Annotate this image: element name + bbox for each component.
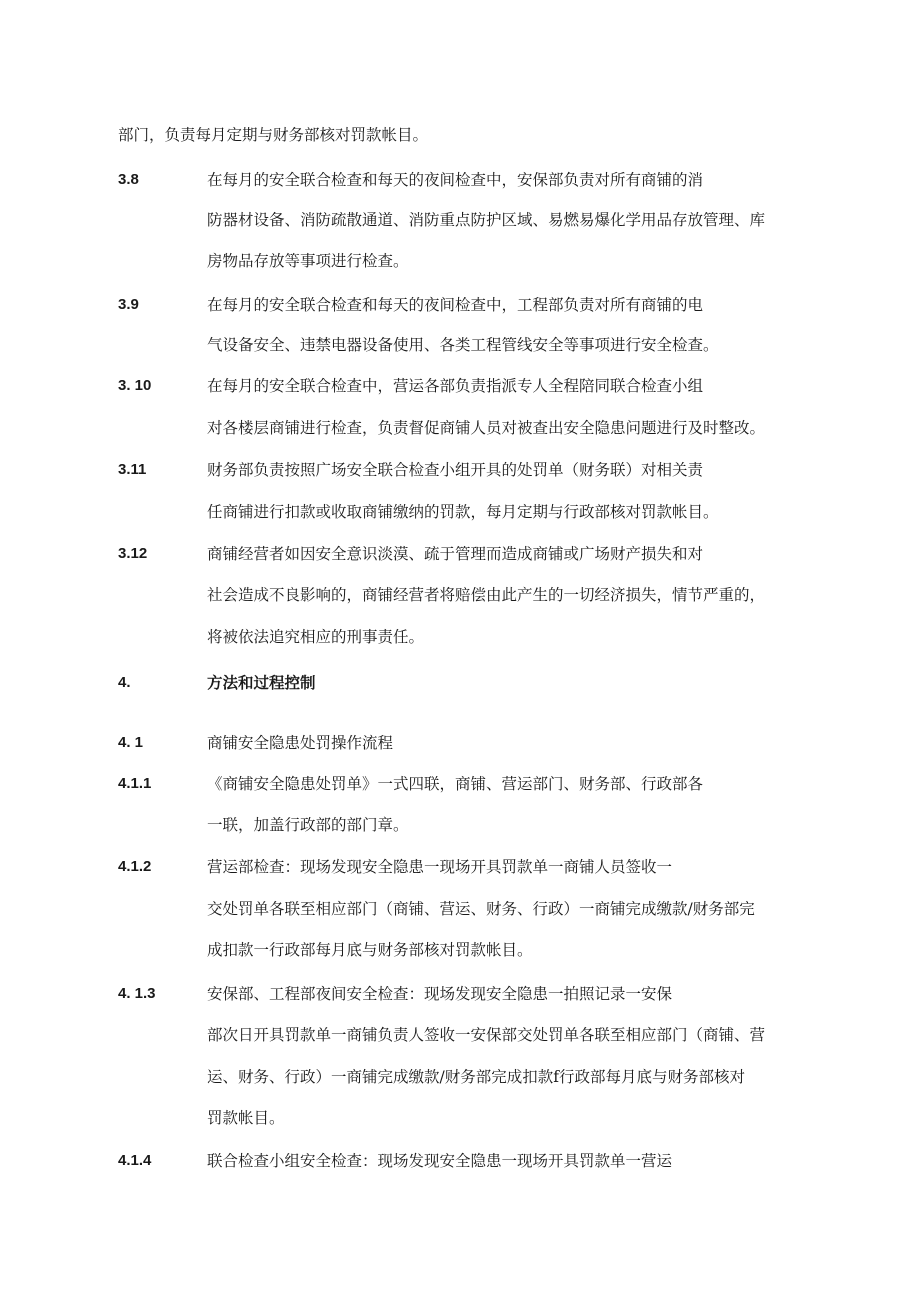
section-text-line: 营运部检查：现场发现安全隐患一现场开具罚款单一商铺人员签收一 [207,858,673,876]
section-text-line: 在每月的安全联合检查和每天的夜间检查中，工程部负责对所有商铺的电 [207,296,704,314]
section-text-line: 在每月的安全联合检查和每天的夜间检查中，安保部负责对所有商铺的消 [207,171,704,189]
section-text-line: 对各楼层商铺进行检查，负责督促商铺人员对被查出安全隐患问题进行及时整改。 [207,419,766,437]
section-text-line: 罚款帐目。 [207,1109,285,1127]
section-number: 3.11 [118,461,147,478]
section-text-line: 商铺安全隐患处罚操作流程 [207,734,394,752]
section-number: 3.9 [118,296,139,313]
section-number: 3. 10 [118,377,152,394]
section-number: 3.8 [118,171,139,188]
section-text-line: 防器材设备、消防疏散通道、消防重点防护区域、易燃易爆化学用品存放管理、库 [207,211,766,229]
section-text-line: 交处罚单各联至相应部门（商铺、营运、财务、行政）一商铺完成缴款/财务部完 [207,900,755,918]
section-text-line: 在每月的安全联合检查中，营运各部负责指派专人全程陪同联合检查小组 [207,377,704,395]
section-text-line: 成扣款一行政部每月底与财务部核对罚款帐目。 [207,941,533,959]
section-text-line: 将被依法追究相应的刑事责任。 [207,628,425,646]
section-text-line: 房物品存放等事项进行检查。 [207,252,409,270]
section-text-line: 部次日开具罚款单一商铺负责人签收一安保部交处罚单各联至相应部门（商铺、营 [207,1026,766,1044]
section-text-line: 联合检查小组安全检查：现场发现安全隐患一现场开具罚款单一营运 [207,1152,673,1170]
section-text-line: 安保部、工程部夜间安全检查：现场发现安全隐患一拍照记录一安保 [207,985,673,1003]
section-text-line: 社会造成不良影响的，商铺经营者将赔偿由此产生的一切经济损失，情节严重的， [207,586,766,604]
section-text-line: 一联，加盖行政部的部门章。 [207,816,409,834]
intro-line: 部门，负责每月定期与财务部核对罚款帐目。 [118,126,429,144]
section-text-line: 《商铺安全隐患处罚单》一式四联，商铺、营运部门、财务部、行政部各 [207,775,704,793]
section-text-line: 运、财务、行政）一商铺完成缴款/财务部完成扣款f行政部每月底与财务部核对 [207,1068,745,1086]
section-number: 4. 1 [118,734,144,751]
section-text-line: 气设备安全、违禁电器设备使用、各类工程管线安全等事项进行安全检查。 [207,336,719,354]
section-heading: 方法和过程控制 [207,673,316,692]
section-number: 4. 1.3 [118,985,156,1002]
section-text-line: 财务部负责按照广场安全联合检查小组开具的处罚单（财务联）对相关责 [207,461,704,479]
section-text-line: 商铺经营者如因安全意识淡漠、疏于管理而造成商铺或广场财产损失和对 [207,545,704,563]
section-text-line: 任商铺进行扣款或收取商铺缴纳的罚款，每月定期与行政部核对罚款帐目。 [207,503,719,521]
section-number: 4.1.1 [118,775,152,792]
section-number: 4.1.2 [118,858,152,875]
section-number: 4. [118,674,131,691]
section-number: 3.12 [118,545,148,562]
section-number: 4.1.4 [118,1152,152,1169]
